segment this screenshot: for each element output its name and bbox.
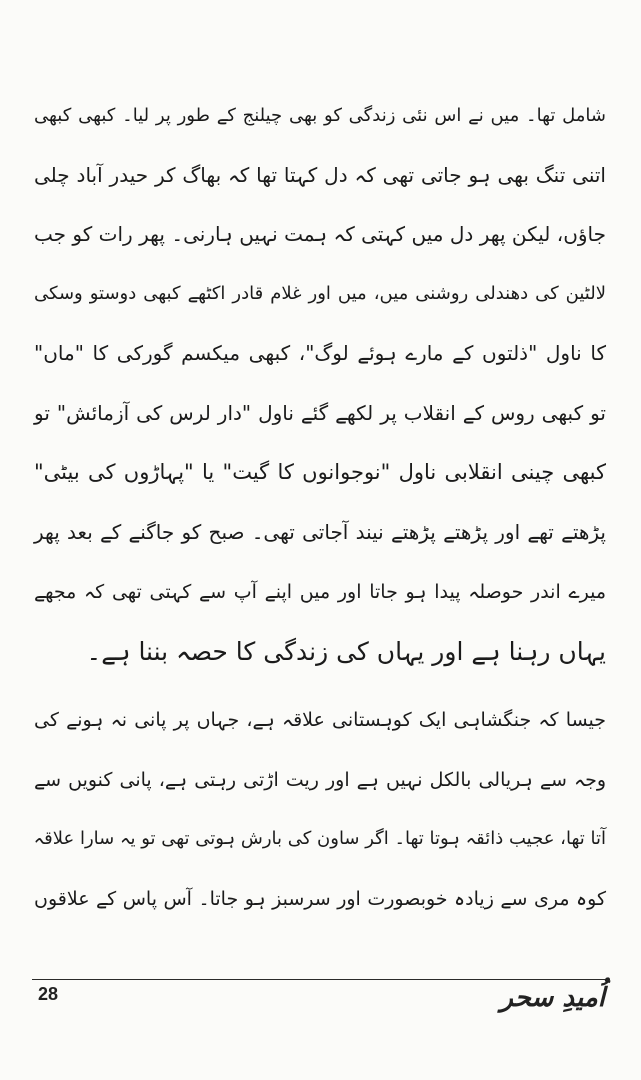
text-line: وجہ سے ہریالی بالکل نہیں ہے اور ریت اڑتی رہتی ہے، پانی کنویں سے: [34, 769, 606, 791]
footer-divider: [32, 979, 610, 980]
text-line: جاؤں، لیکن پھر دل میں کہتی کہ ہمت نہیں ہارنی۔ پھر رات کو جب: [34, 222, 606, 246]
text-line: تو کبھی روس کے انقلاب پر لکھے گئے ناول "دار لرس کی آزمائش" تو: [34, 401, 606, 425]
text-line: اتنی تنگ بھی ہو جاتی تھی کہ دل کہتا تھا کہ بھاگ کر حیدر آباد چلی: [34, 163, 606, 187]
text-line: پڑھتے تھے اور پڑھتے پڑھتے نیند آجاتی تھی۔ صبح کو جاگنے کے بعد پھر: [34, 520, 606, 544]
text-line: کبھی چینی انقلابی ناول "نوجوانوں کا گیت" یا "پہاڑوں کی بیٹی": [34, 460, 606, 484]
text-line: کوہ مری سے زیادہ خوبصورت اور سرسبز ہو جاتا۔ آس پاس کے علاقوں: [34, 888, 606, 910]
text-line: جیسا کہ جنگشاہی ایک کوہستانی علاقہ ہے، جہاں پر پانی نہ ہونے کی: [34, 709, 606, 731]
text-line: کا ناول "ذلتوں کے مارے ہوئے لوگ"، کبھی میکسم گورکی کا "ماں": [34, 341, 606, 365]
page-number: 28: [38, 984, 59, 1004]
text-line: میرے اندر حوصلہ پیدا ہو جاتا اور میں اپنے آپ سے کہتی تھی کہ مجھے: [34, 581, 606, 603]
text-line: شامل تھا۔ میں نے اس نئی زندگی کو بھی چیلنج کے طور پر لیا۔ کبھی کبھی: [34, 105, 606, 126]
book-title: اُمیدِ سحر: [500, 983, 605, 1013]
text-line: یہاں رہنا ہے اور یہاں کی زندگی کا حصہ بننا ہے۔: [86, 637, 606, 666]
text-line: آتا تھا، عجیب ذائقہ ہوتا تھا۔ اگر ساون کی بارش ہوتی تھی تو یہ سارا علاقہ: [33, 828, 606, 849]
text-line: لالٹین کی دھندلی روشنی میں، میں اور غلام قادر اکٹھے کبھی دوستو وسکی: [34, 283, 606, 304]
